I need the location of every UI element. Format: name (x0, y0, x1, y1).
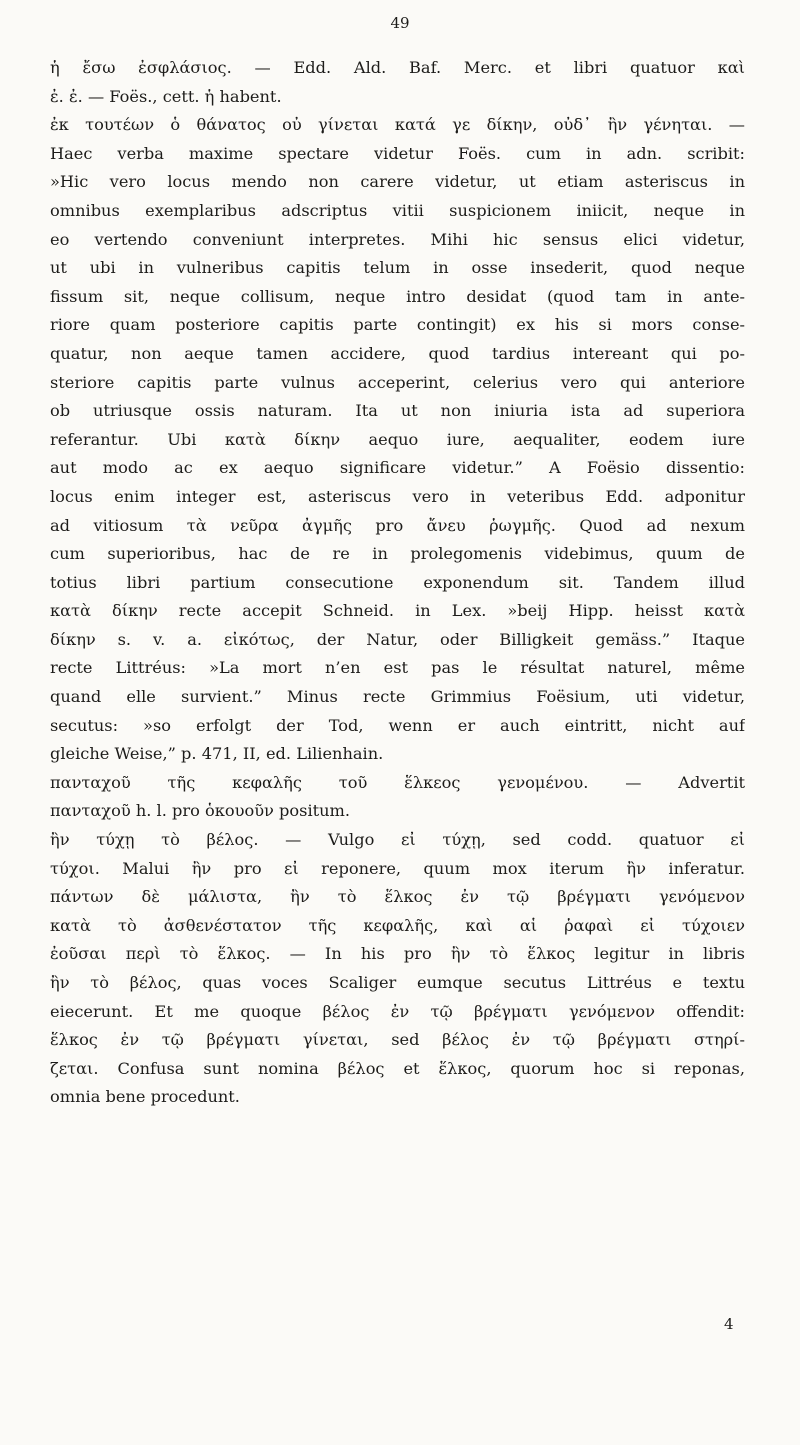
text-line: locus enim integer est, asteriscus vero in veteribus Edd. adponitur (50, 486, 745, 506)
text-line: referantur. Ubi κατὰ δίκην aequo iure, aequaliter, eodem iure (50, 429, 745, 449)
text-line: quand elle survient.” Minus recte Grimmius Foësium, uti videtur, (50, 687, 745, 707)
text-line: πανταχοῦ τῆς κεφαλῆς τοῦ ἕλκεος γενομένου. — Advertit (50, 772, 745, 792)
text-line: totius libri partium consecutione exponendum sit. Tandem illud (50, 572, 745, 592)
text-line: gleiche Weise,” p. 471, II, ed. Lilienhain. (50, 744, 384, 764)
text-line: ἐκ τουτέων ὁ θάνατος οὐ γίνεται κατά γε δίκην, οὐδ᾽ ἢν γένηται. — (50, 115, 745, 135)
text-line: eo vertendo conveniunt interpretes. Mihi hic sensus elici videtur, (50, 229, 745, 249)
text-line: πάντων δὲ μάλιστα, ἢν τὸ ἕλκος ἐν τῷ βρέγματι γενόμενον (50, 887, 745, 907)
text-line: omnibus exemplaribus adscriptus vitii suspicionem iniicit, neque in (50, 200, 745, 220)
text-line: recte Littréus: »La mort n’en est pas le résultat naturel, même (50, 658, 745, 678)
text-line: steriore capitis parte vulnus acceperint, celerius vero qui anteriore (50, 372, 745, 392)
text-line: ut ubi in vulneribus capitis telum in osse insederit, quod neque (50, 258, 745, 278)
text-line: κατὰ τὸ ἀσθενέστατον τῆς κεφαλῆς, καὶ αἱ ῥαφαὶ εἰ τύχοιεν (50, 915, 745, 935)
text-line: Haec verba maxime spectare videtur Foës. cum in adn. scribit: (50, 143, 745, 163)
text-line: aut modo ac ex aequo significare videtur.” A Foësio dissentio: (50, 458, 745, 478)
text-body (50, 54, 745, 1112)
text-line: τύχοι. Malui ἢν pro εἰ reponere, quum mox iterum ἢν inferatur. (50, 858, 745, 878)
text-line: ἐ. ἐ. — Foës., cett. ἡ habent. (50, 86, 282, 106)
text-line: ob utriusque ossis naturam. Ita ut non iniuria ista ad superiora (50, 401, 745, 421)
text-line: ἐοῦσαι περὶ τὸ ἕλκος. — In his pro ἢν τὸ ἕλκος legitur in libris (50, 944, 745, 964)
text-line: δίκην s. v. a. εἰκότως, der Natur, oder Billigkeit gemäss.” Itaque (50, 629, 745, 649)
text-line: omnia bene procedunt. (50, 1087, 240, 1107)
text-line: ἡ ἔσω ἐσφλάσιος. — Edd. Ald. Baf. Merc. et libri quatuor καὶ (50, 58, 745, 77)
text-line: cum superioribus, hac de re in prolegomenis videbimus, quum de (50, 544, 745, 564)
text-line: ζεται. Confusa sunt nomina βέλος et ἕλκος, quorum hoc si reponas, (50, 1058, 745, 1078)
text-line: ἢν τύχῃ τὸ βέλος. — Vulgo εἰ τύχῃ, sed codd. quatuor εἰ (50, 830, 745, 850)
text-line: riore quam posteriore capitis parte contingit) ex his si mors conse- (50, 315, 745, 335)
page-number: 49 (390, 14, 410, 32)
text-line: eiecerunt. Et me quoque βέλος ἐν τῷ βρέγματι γενόμενον offendit: (50, 1001, 745, 1021)
text-line: quatur, non aeque tamen accidere, quod tardius intereant qui po- (50, 343, 745, 363)
text-line: ἕλκος ἐν τῷ βρέγματι γίνεται, sed βέλος ἐν τῷ βρέγματι στηρί- (50, 1030, 745, 1050)
text-line: πανταχοῦ h. l. pro ὁκουοῦν positum. (50, 801, 351, 821)
text-line: ἢν τὸ βέλος, quas voces Scaliger eumque secutus Littréus e textu (50, 973, 745, 992)
text-line: secutus: »so erfolgt der Tod, wenn er auch eintritt, nicht auf (50, 715, 745, 735)
text-line: »Hic vero locus mendo non carere videtur, ut etiam asteriscus in (50, 172, 745, 192)
text-line: ad vitiosum τὰ νεῦρα ἀγμῆς pro ἄνευ ῥωγμῆς. Quod ad nexum (50, 515, 745, 535)
printer-signature: 4 (724, 1315, 734, 1333)
text-line: κατὰ δίκην recte accepit Schneid. in Lex. »beij Hipp. heisst κατὰ (50, 601, 745, 621)
text-line: fissum sit, neque collisum, neque intro desidat (quod tam in ante- (50, 286, 745, 306)
